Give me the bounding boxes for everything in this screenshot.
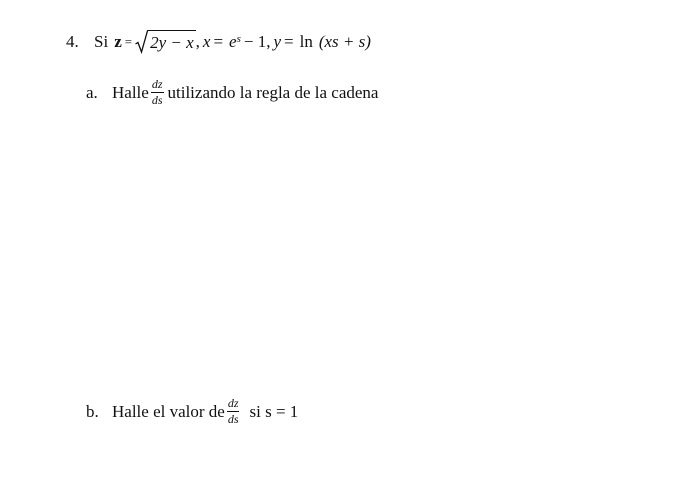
fraction-numerator: dz (151, 77, 163, 91)
part-b (86, 397, 298, 426)
part-b-condition: si s = 1 (249, 401, 299, 421)
problem-number: 4. (66, 32, 79, 51)
exponential-base: e (229, 32, 237, 51)
derivative-fraction (151, 78, 164, 107)
part-a (86, 78, 378, 107)
halle-word: Halle (112, 82, 149, 102)
problem-4-statement (66, 30, 371, 54)
comma: , (266, 32, 271, 51)
comma: , (195, 32, 200, 51)
y-variable: y (273, 32, 281, 51)
equals-sign: = (124, 34, 133, 49)
equals-sign: = (284, 32, 294, 51)
z-variable: z (114, 32, 122, 51)
ln-argument: (xs + s) (318, 32, 371, 51)
part-a-instruction: utilizando la regla de la cadena (167, 82, 379, 102)
square-root (135, 30, 196, 54)
ln-function: ln (299, 32, 313, 51)
radicand: 2y − x (148, 30, 196, 54)
fraction-denominator: ds (227, 412, 239, 426)
fraction-denominator: ds (151, 93, 163, 107)
equals-sign: = (213, 32, 224, 51)
part-b-label: b. (86, 401, 99, 421)
part-a-label: a. (86, 82, 98, 102)
x-variable: x (202, 32, 211, 51)
si-word: Si (94, 32, 109, 51)
radical-sign-icon (135, 30, 148, 54)
derivative-fraction (227, 397, 240, 426)
fraction-numerator: dz (227, 396, 239, 410)
exponent: s (236, 33, 241, 45)
part-b-text: Halle el valor de (112, 401, 225, 421)
minus-one: − 1 (243, 32, 267, 51)
